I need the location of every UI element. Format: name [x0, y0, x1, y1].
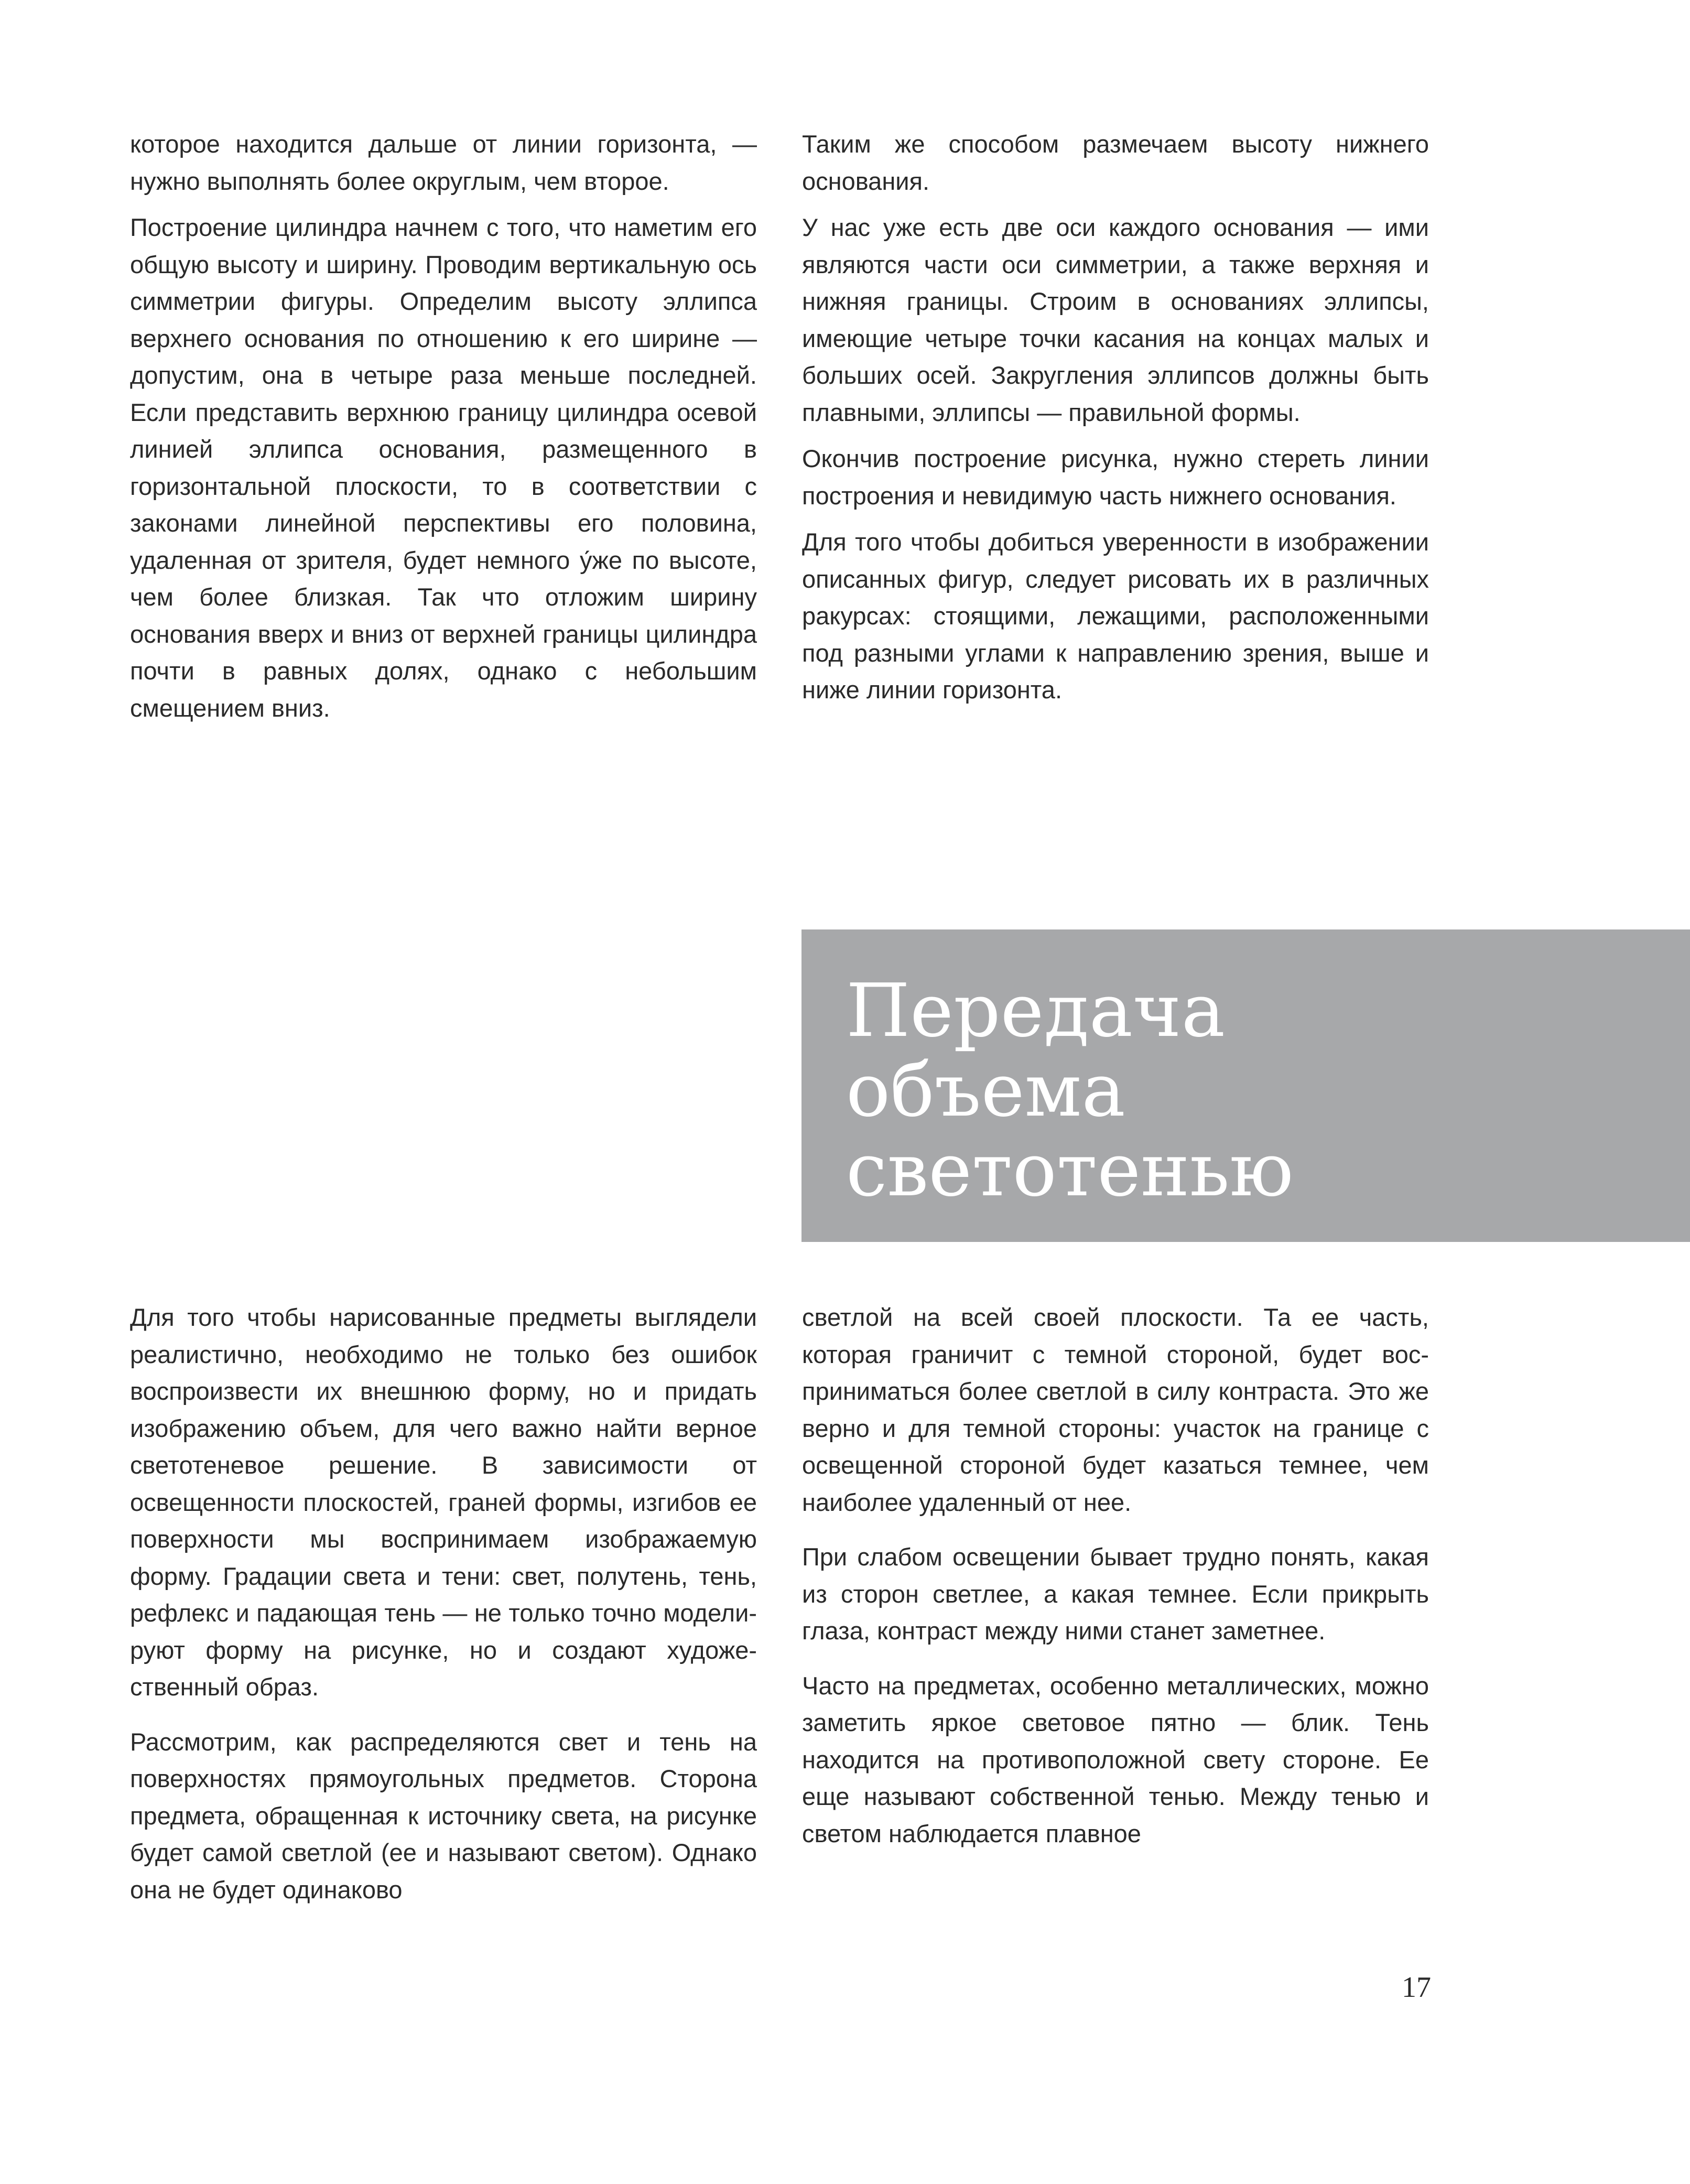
- paragraph: Для того чтобы добиться уверенности в изображении описанных фигур, следует рисовать их в различных ракурсах: стоящими, лежащими, расположенными под разными углами к направлению зрения, выше и ниже линии горизонта.: [802, 528, 1429, 704]
- paragraph: У нас уже есть две оси каждого основания — ими являются части оси симметрии, а также верхняя и нижняя границы. Строим в основаниях эллипсы, имеющие четыре точки касания на концах малых и больших осей. Закругления эллипсов должны быть плавными, эллипсы — правильной формы.: [802, 213, 1429, 426]
- heading-line: светотенью: [846, 1128, 1294, 1213]
- top-right-column: [802, 126, 1429, 718]
- paragraph: светлой на всей своей плоскости. Та ее часть, которая граничит с темной стороной, будет восприниматься более светлой в силу контраста. Это же верно и для темной стороны: участок на границе с освещенной стороной будет казаться темнее, чем наиболее удаленный от нее.: [802, 1303, 1429, 1516]
- paragraph: Окончив построение рисунка, нужно стереть линии построения и невидимую часть нижнего основания.: [802, 445, 1429, 510]
- bottom-right-column: [802, 1299, 1429, 1862]
- bottom-left-column: [130, 1299, 757, 1918]
- top-left-column: [130, 126, 757, 736]
- heading-line: Передача: [846, 968, 1226, 1054]
- page-number: 17: [1402, 1971, 1431, 2004]
- section-heading-block: [801, 929, 1690, 1242]
- paragraph: Построение цилиндра начнем с того, что наметим его общую высоту и ширину. Проводим вертикальную ось симметрии фигуры. Определим высоту эллипса верхнего основания по отношению к его ширине — допустим, она в четыре раза меньше последней. Если представить верхнюю границу цилиндра осевой линией эллипса основания, размещенного в горизонтальной плоскости, то в соответствии с законами линейной перспективы его половина, удаленная от зрителя, будет немного у́же по высоте, чем более близкая. Так что отложим ширину основания вверх и вниз от верхней границы цилиндра почти в равных долях, однако с небольшим смещением вниз.: [130, 213, 757, 722]
- paragraph: Часто на предметах, особенно металлических, можно заметить яркое световое пятно — блик. Тень находится на противоположной свету стороне. Ее еще называют собственной тенью. Между тенью и светом наблюдается плавное: [802, 1671, 1429, 1847]
- heading-line: объема: [846, 1048, 1125, 1133]
- paragraph: При слабом освещении бывает трудно понять, какая из сторон светлее, а какая темнее. Если прикрыть глаза, контраст между ними станет заметнее.: [802, 1543, 1429, 1645]
- paragraph: Рассмотрим, как распределяются свет и тень на поверхностях прямоугольных предметов. Сторона предмета, обращенная к источнику света, на рисунке будет самой светлой (ее и называют светом). Однако она не будет одинаково: [130, 1727, 757, 1904]
- paragraph: Для того чтобы нарисованные предметы выглядели реалистично, необходимо не только без ошибок воспроизвести их внешнюю форму, но и придать изображению объем, для чего важно найти верное светотеневое решение. В зависимости от освещенности плоскостей, граней формы, изгибов ее поверхности мы воспринимаем изображаемую форму. Градации света и тени: свет, полутень, тень, рефлекс и падающая тень — не только точно моделируют форму на рисунке, но и создают художественный образ.: [130, 1303, 757, 1701]
- paragraph: Таким же способом размечаем высоту нижнего основания.: [802, 130, 1429, 195]
- section-heading: [846, 968, 1294, 1213]
- paragraph: которое находится дальше от линии горизонта, — нужно выполнять более округлым, чем второе.: [130, 130, 757, 195]
